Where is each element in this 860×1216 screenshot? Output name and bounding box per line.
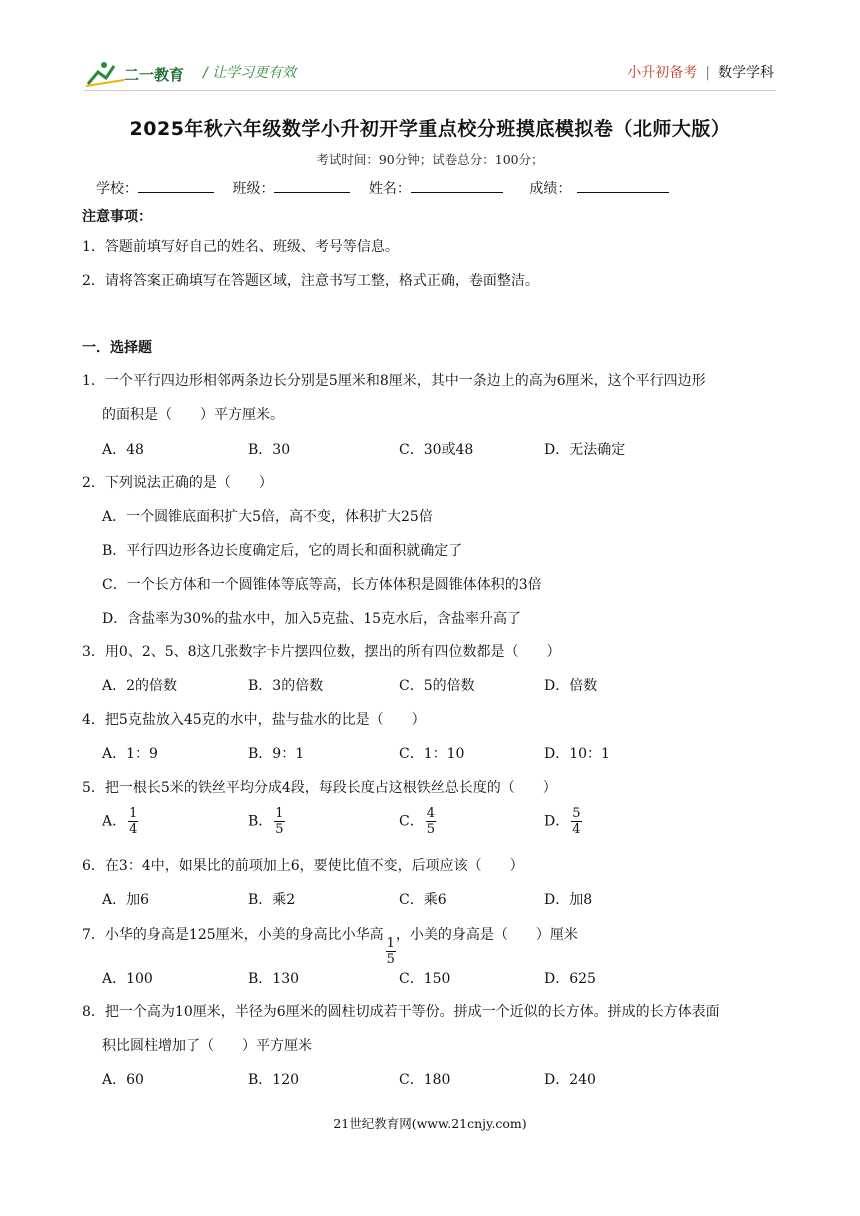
q5-option-a[interactable] xyxy=(102,806,138,837)
header-separator: | xyxy=(705,65,710,81)
q3-option-a[interactable]: A．2的倍数 xyxy=(102,678,178,694)
fraction-denominator: 5 xyxy=(426,822,435,837)
q5-option-d[interactable] xyxy=(544,806,582,837)
q1-option-d[interactable]: D．无法确定 xyxy=(544,442,626,458)
field-class-label: 班级： xyxy=(232,181,275,197)
q3-option-c[interactable]: C．5的倍数 xyxy=(399,678,475,694)
q8-option-a[interactable]: A．60 xyxy=(102,1072,144,1088)
fraction-numerator: 1 xyxy=(386,936,395,951)
field-school[interactable] xyxy=(96,178,214,198)
field-name-blank[interactable] xyxy=(411,178,503,193)
q8-option-c[interactable]: C．180 xyxy=(399,1072,451,1088)
question-1-cont: 的面积是（ ）平方厘米。 xyxy=(102,407,284,423)
notes-heading: 注意事项： xyxy=(82,209,152,225)
question-4: 4．把5克盐放入45克的水中，盐与盐水的比是（ ） xyxy=(82,712,426,728)
q8-option-b[interactable]: B．120 xyxy=(248,1072,300,1088)
option-label: B． xyxy=(248,813,273,830)
header-right xyxy=(627,62,774,82)
field-school-label: 学校： xyxy=(96,181,138,197)
q8-option-d[interactable]: D．240 xyxy=(544,1072,596,1088)
question-2: 2．下列说法正确的是（ ） xyxy=(82,475,273,491)
q5-option-b[interactable] xyxy=(248,806,285,837)
q5-option-c[interactable] xyxy=(399,806,436,837)
fraction xyxy=(426,806,436,837)
q3-option-b[interactable]: B．3的倍数 xyxy=(248,678,324,694)
field-score-label: 成绩： xyxy=(529,181,572,197)
field-class-blank[interactable] xyxy=(274,178,350,193)
field-name[interactable] xyxy=(369,178,503,198)
exam-info: 考试时间：90分钟；试卷总分：100分； xyxy=(316,152,544,167)
fraction-denominator: 5 xyxy=(275,822,284,837)
field-school-blank[interactable] xyxy=(138,178,214,193)
q4-option-d[interactable]: D．10：1 xyxy=(544,746,610,762)
field-score-blank[interactable] xyxy=(577,178,669,193)
q2-option-a[interactable]: A．一个圆锥底面积扩大5倍，高不变，体积扩大25倍 xyxy=(102,509,433,525)
note-item: 2．请将答案正确填写在答题区域，注意书写工整，格式正确，卷面整洁。 xyxy=(82,273,539,289)
q4-option-a[interactable]: A．1：9 xyxy=(102,746,158,762)
q6-option-c[interactable]: C．乘6 xyxy=(399,892,447,908)
q3-option-d[interactable]: D．倍数 xyxy=(544,678,598,694)
q1-option-b[interactable]: B．30 xyxy=(248,442,291,458)
fraction xyxy=(128,806,138,837)
q2-option-c[interactable]: C．一个长方体和一个圆锥体等底等高，长方体体积是圆锥体体积的3倍 xyxy=(102,577,542,593)
q6-option-d[interactable]: D．加8 xyxy=(544,892,593,908)
question-7 xyxy=(82,924,578,967)
fraction xyxy=(386,936,396,967)
note-item: 1．答题前填写好自己的姓名、班级、考号等信息。 xyxy=(82,239,399,255)
q2-option-b[interactable]: B．平行四边形各边长度确定后，它的周长和面积就确定了 xyxy=(102,543,463,559)
option-label: C． xyxy=(399,813,424,830)
question-7-text-end: ，小美的身高是（ ）厘米 xyxy=(395,927,578,943)
question-1: 1．一个平行四边形相邻两条边长分别是5厘米和8厘米，其中一条边上的高为6厘米，这个平行四边形 xyxy=(82,373,706,389)
fraction-denominator: 5 xyxy=(386,952,395,967)
q4-option-c[interactable]: C．1：10 xyxy=(399,746,465,762)
fraction-denominator: 4 xyxy=(129,822,138,837)
q2-option-d[interactable]: D．含盐率为30%的盐水中，加入5克盐、15克水后，含盐率升高了 xyxy=(102,611,522,627)
student-fields xyxy=(96,178,683,198)
question-3: 3．用0、2、5、8这几张数字卡片摆四位数，摆出的所有四位数都是（ ） xyxy=(82,644,561,660)
question-6: 6．在3：4中，如果比的前项加上6，要使比值不变，后项应该（ ） xyxy=(82,858,524,874)
fraction xyxy=(571,806,581,837)
q6-option-a[interactable]: A．加6 xyxy=(102,892,150,908)
question-8: 8．把一个高为10厘米，半径为6厘米的圆柱切成若干等份。拼成一个近似的长方体。拼成的长方体表面 xyxy=(82,1004,720,1020)
fraction xyxy=(274,806,284,837)
question-8-cont: 积比圆柱增加了（ ）平方厘米 xyxy=(102,1038,312,1054)
fraction-denominator: 4 xyxy=(572,822,581,837)
option-label: A． xyxy=(102,813,127,830)
field-class[interactable] xyxy=(232,178,350,198)
header-subject: 数学学科 xyxy=(718,65,774,81)
header-divider xyxy=(84,90,776,91)
q7-option-b[interactable]: B．130 xyxy=(248,971,300,987)
fraction-numerator: 1 xyxy=(129,806,138,821)
q7-option-c[interactable]: C．150 xyxy=(399,971,451,987)
field-score[interactable] xyxy=(529,178,669,198)
page-footer: 21世纪教育网(www.21cnjy.com) xyxy=(333,1116,527,1131)
page-title: 2025年秋六年级数学小升初开学重点校分班摸底模拟卷（北师大版） xyxy=(129,118,731,140)
q6-option-b[interactable]: B．乘2 xyxy=(248,892,296,908)
field-name-label: 姓名： xyxy=(368,181,411,197)
site-logo xyxy=(84,58,206,90)
header-tag: 小升初备考 xyxy=(627,65,698,81)
q4-option-b[interactable]: B．9：1 xyxy=(248,746,305,762)
section-title: 一．选择题 xyxy=(82,340,152,356)
option-label: D． xyxy=(544,813,570,830)
slogan: / 让学习更有效 xyxy=(203,65,297,81)
question-5: 5．把一根长5米的铁丝平均分成4段，每段长度占这根铁丝总长度的（ ） xyxy=(82,780,557,796)
q1-option-c[interactable]: C．30或48 xyxy=(399,442,474,458)
fraction-numerator: 4 xyxy=(426,806,435,821)
q7-option-d[interactable]: D．625 xyxy=(544,971,596,987)
q1-option-a[interactable]: A．48 xyxy=(102,442,144,458)
question-7-text: 7．小华的身高是125厘米，小美的身高比小华高 xyxy=(82,927,384,943)
fraction-numerator: 1 xyxy=(275,806,284,821)
q7-option-a[interactable]: A．100 xyxy=(102,971,153,987)
fraction-numerator: 5 xyxy=(572,806,581,821)
logo-text: 二一教育 xyxy=(124,66,185,84)
